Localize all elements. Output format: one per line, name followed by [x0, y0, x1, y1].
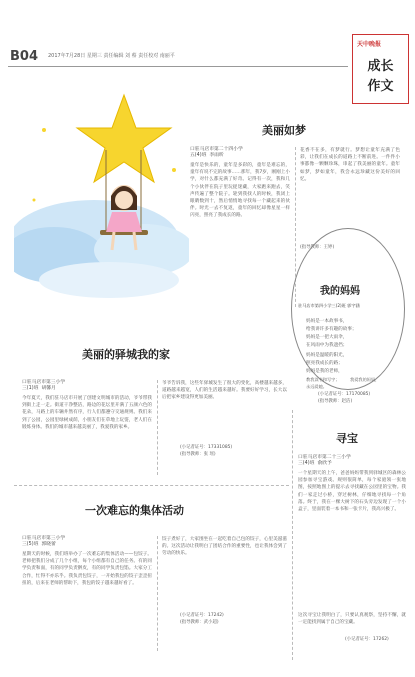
- hometown-teacher: (指导教师：张 瑶): [180, 452, 216, 457]
- column-divider: [157, 380, 158, 475]
- treasure-reporter-id: (小记者证号：17262): [345, 637, 389, 642]
- article-title-treasure: 寻宝: [336, 432, 358, 445]
- group-reporter-id: (小记者证号：17242): [180, 613, 224, 618]
- hometown-reporter-id: (小记者证号：17331085): [180, 445, 233, 450]
- poem-line-2: 给我讲许多有趣的故事；: [306, 327, 357, 332]
- poem-reporter-id: (小记者证号：17170085): [318, 392, 371, 397]
- article-byline-treasure: 口驻马店市第二十三小学 三(4)班 俞欣予: [298, 455, 351, 466]
- article-byline-hometown: 口驻马店市第三小学 三(1)班 胡馨月: [22, 380, 66, 391]
- article-teacher-dream: (指导教师：王婷): [300, 245, 335, 250]
- section-title-line1: 成长: [367, 59, 394, 74]
- poem-line-3: 妈妈是一把大雨伞，: [306, 335, 348, 340]
- column-divider: [292, 410, 293, 660]
- poem-byline: 驻马店市第四小学三(2)班 郭宇涵: [298, 303, 360, 308]
- article-body-treasure-end: 这次寻宝让我明白了，只要认真观察，坚持不懈，就一定能找到属于自己的宝藏。: [298, 613, 406, 626]
- article-title-hometown: 美丽的驿城我的家: [82, 348, 170, 361]
- section-divider: [14, 485, 289, 486]
- poem-line-1: 妈妈是一本故事书，: [306, 319, 348, 324]
- poem-line-6: 照亮我成长的路；: [306, 361, 343, 366]
- column-divider: [157, 536, 158, 651]
- poem-line-10: 永远爱她。: [306, 384, 327, 389]
- article-body-hometown-col1: 今年夏天，我们驻马店市开展了创建文明城市的活动，爷爷带我到街上走一走。街道干净整洁，路边的花坛里开满了五颜六色的花朵，马路上的车辆井然有序，行人们都遵守交通规则。我们来到了公园，公园里绿树成荫，小朋友们在草地上玩耍，老人们在锻炼身体。我们的城市越来越美丽了，我爱我的家乡。: [22, 396, 152, 430]
- page-number: B04: [10, 49, 38, 64]
- header-rule: [8, 66, 348, 67]
- girl-on-swing-illustration: [14, 90, 189, 300]
- newspaper-logo: 天中晚报: [357, 41, 382, 48]
- section-title-line2: 作文: [367, 79, 394, 94]
- article-body-group-col1: 星期天的时候，我们班举办了一次难忘的集体活动——包饺子。老师把我们分成了几个小组，每个小组都有自己的任务。有的同学负责和面，有的同学负责擀皮，有的同学负责包馅。大家分工合作，忙得不亦乐乎。我负责包饺子，一开始我包的饺子歪歪扭扭的，后来在老师的帮助下，我包的饺子越来越好看了。: [22, 552, 152, 586]
- article-byline-group-activity: 口驻马店市第三小学 三(5)班 郭晓蕾: [22, 536, 66, 547]
- poem-line-9: 我爱我的妈妈，: [350, 377, 380, 382]
- article-body-treasure: 一个星期天的上午，爸爸妈妈带我到驿城区的森林公园参加寻宝游戏。规则很简单，每个家庭领一张地图，按照地图上的提示去寻找藏在公园里的宝物。我们一家走过小桥，穿过树林，仔细地寻找每一个角落。终于，我在一棵大树下的石头旁边发现了一个小盒子，里面装着一本书和一张卡片，我高兴极了。: [298, 471, 406, 513]
- header-meta: 2017年7月28日 星期三 责任编辑 刘 蔡 责任校对 南丽平: [48, 53, 175, 59]
- section-brand-box: [352, 34, 409, 104]
- poem-title: 我的妈妈: [320, 286, 360, 297]
- article-body-group-col2: 饺子煮好了，大家围坐在一起吃着自己包的饺子，心里美滋滋的。这次活动让我明白了团结合作的重要性，也让我体会到了劳动的快乐。: [162, 537, 287, 557]
- poem-line-4: 在风雨中为我遮挡；: [306, 343, 348, 348]
- article-body-dream-col1: 童年是快乐的，童年是多彩的，童年是难忘的，童年有说不完的故事……那年，我7岁，刚刚上小学，对什么都充满了好奇。记得有一次，我和几个小伙伴在院子里玩捉迷藏，大家跑来跑去，笑声传遍了整个院子。轮到我找人的时候，我闭上眼睛数到十，然后悄悄地寻找每一个藏起来的伙伴。时光一去不复返，童年的回忆却像星星一样闪亮，照亮了我成长的路。: [190, 163, 290, 219]
- article-title-dream: 美丽如梦: [262, 124, 306, 137]
- poem-line-5: 妈妈是温暖的阳光，: [306, 353, 348, 358]
- poem-line-7: 妈妈是我的老师，: [306, 369, 343, 374]
- article-byline-dream: 口驻马店市第二十四小学 五(4)班 李雨昕: [190, 147, 243, 158]
- group-teacher: (指导教师：武小超): [180, 620, 219, 625]
- article-title-group-activity: 一次难忘的集体活动: [85, 504, 184, 517]
- article-body-dream-col2: 花香不在多，有梦就行。梦想让童年充满了色彩，让我们在成长的道路上不断前进。一件件小事都像一颗颗珍珠，串起了我美丽的童年。童年如梦，梦如童年，我会永远珍藏这份美好的回忆。: [300, 148, 400, 182]
- poem-line-8: 教我读书和写字；: [306, 377, 340, 382]
- article-body-hometown-col2: 爷爷告诉我，这些年驿城发生了很大的变化，高楼越来越多，道路越来越宽，人们的生活越来越好。我要好好学习，长大以后把家乡建设得更加美丽。: [162, 381, 287, 401]
- poem-teacher: (指导教师：赵洁): [318, 399, 353, 404]
